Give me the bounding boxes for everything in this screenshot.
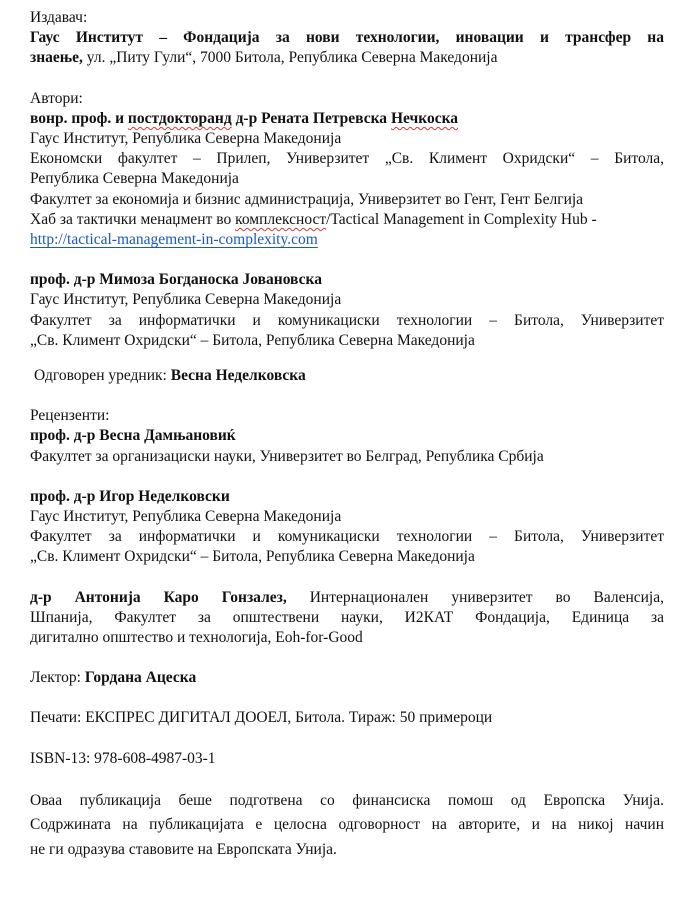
proofreader-name: Гордана Ацеска: [84, 669, 197, 687]
reviewer3-name: д-р Антонија Каро Гонзалез,: [30, 588, 287, 606]
authors-heading: Автори:: [30, 89, 83, 107]
editor-name: Весна Неделковска: [170, 367, 306, 385]
responsible-editor: [30, 366, 664, 386]
editor-label: Одговорен уредник:: [34, 367, 171, 385]
author2-name: проф. д-р Мимоза Богданоска Јовановска: [30, 271, 322, 289]
reviewer2-affiliation-1: Гаус Институт, Република Северна Македонија: [30, 508, 342, 526]
author1-affiliation-3: Факултет за економија и бизнис администрација, Универзитет во Гент, Гент Белгија: [30, 190, 584, 208]
author1-affiliation-4-pre: Хаб за тактички менаџмент во: [30, 210, 236, 228]
reviewer3-line3: дигитално општество и технологија, Eoh-for-Good: [30, 629, 363, 647]
reviewer1-affiliation: Факултет за организациски науки, Универзитет во Белград, Република Србија: [30, 447, 544, 465]
author1-affiliation-4: [30, 210, 664, 230]
publisher-address: [30, 48, 664, 68]
author2-affiliation-1: Гаус Институт, Република Северна Македонија: [30, 291, 342, 309]
author1-name-spellcheck-1: постдокторанд: [127, 109, 232, 127]
reviewers-heading: Рецензенти:: [30, 407, 110, 425]
publisher-heading: Издавач:: [30, 9, 88, 26]
reviewer3-line1-rest: Интернационален универзитет во Валенсија,: [286, 588, 664, 606]
publisher-address-text: ул. „Питу Гули“, 7000 Битола, Република Северна Македонија: [82, 49, 498, 67]
eu-disclaimer: [30, 789, 664, 863]
reviewer2-name: проф. д-р Игор Неделковски: [30, 487, 230, 505]
author1-affiliation-2-line2: Република Северна Македонија: [30, 170, 239, 188]
hub-link[interactable]: http://tactical-management-in-complexity.com: [30, 231, 318, 249]
reviewer2-affiliation-2-line2: „Св. Климент Охридски“ – Битола, Република Северна Македонија: [30, 548, 475, 566]
disclaimer-line1: Оваа публикација беше подготвена со финансиска помош од Европска Унија.: [30, 791, 664, 809]
reviewer3-line1: [30, 588, 664, 608]
author1-affiliation-2-line1: Економски факултет – Прилеп, Универзитет „Св. Климент Охридски“ – Битола,: [30, 150, 664, 168]
author1-name-pre: вонр. проф. и: [30, 109, 128, 127]
author1-affiliation-4-post: /Tactical Management in Complexity Hub -: [326, 210, 597, 228]
printing-info: Печати: ЕКСПРЕС ДИГИТАЛ ДООЕЛ, Битола. Тираж: 50 примероци: [30, 709, 493, 727]
author1-name-mid: д-р Рената Петревска: [231, 109, 391, 127]
reviewer3-line2: Шпанија, Факултет за општествени науки, И2КАТ Фондација, Единица за: [30, 608, 664, 626]
disclaimer-line2: Содржината на публикацијата е целосна одговорност на авторите, и на никој начин: [30, 816, 664, 834]
publication-imprint: [30, 8, 664, 862]
reviewer1-name: проф. д-р Весна Дамњановиќ: [30, 427, 236, 445]
isbn: ISBN-13: 978-608-4987-03-1: [30, 749, 216, 767]
publisher-name-line1: Гаус Институт – Фондација за нови технологии, иновации и трансфер на: [30, 29, 664, 47]
author2-affiliation-2-line1: Факултет за информатички и комуникациски технологии – Битола, Универзитет: [30, 311, 664, 329]
proofreader-label: Лектор:: [30, 669, 85, 687]
reviewer2-affiliation-2-line1: Факултет за информатички и комуникациски технологии – Битола, Универзитет: [30, 528, 664, 546]
author2-affiliation-2-line2: „Св. Климент Охридски“ – Битола, Република Северна Македонија: [30, 331, 475, 349]
author1-affiliation-1: Гаус Институт, Република Северна Македонија: [30, 130, 342, 148]
disclaimer-line3: не ги одразува ставовите на Европската Унија.: [30, 840, 337, 858]
publisher-name-end: знаење,: [30, 49, 83, 67]
author1-affiliation-4-spellcheck: комплексност: [235, 210, 327, 228]
author1-name: [30, 109, 664, 129]
proofreader: [30, 668, 664, 688]
author1-hub-link-line: [30, 230, 664, 250]
author1-name-spellcheck-2: Нечкоска: [390, 109, 459, 127]
